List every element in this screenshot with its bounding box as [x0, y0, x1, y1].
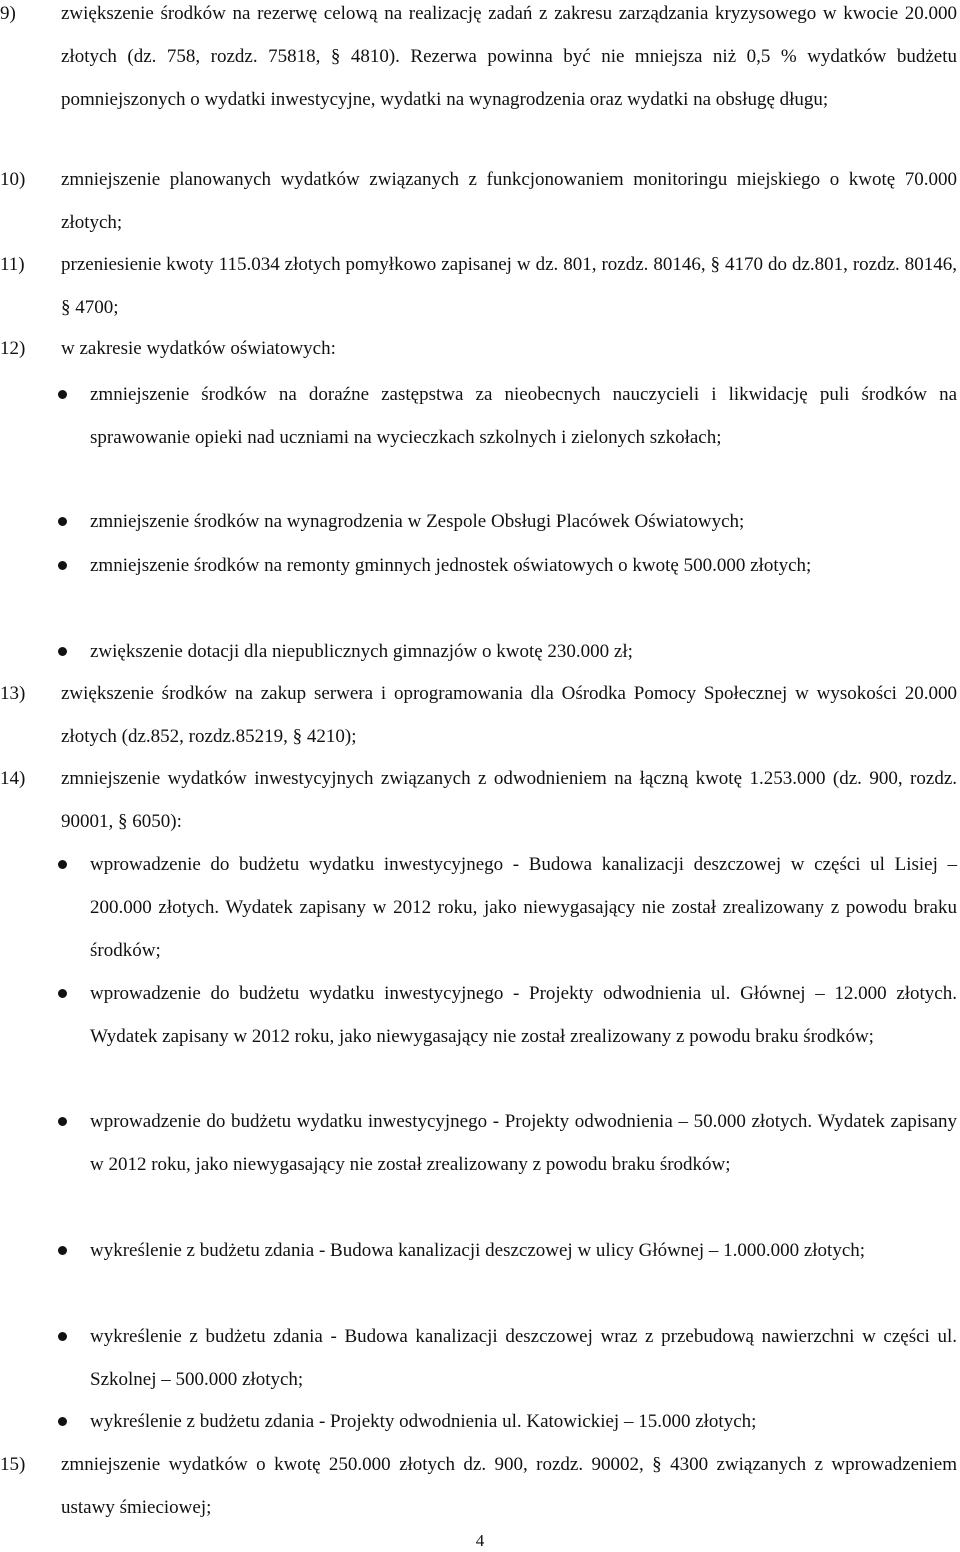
item-text-14: zmniejszenie wydatków inwestycyjnych związanych z odwodnieniem na łączną kwotę 1.253.000 (dz. 900, rozdz. 90001, § 6050):	[61, 768, 957, 832]
bullet-12-3: zmniejszenie środków na remonty gminnych jednostek oświatowych o kwotę 500.000 złotych;	[90, 555, 812, 576]
item-number-11: 11)	[0, 254, 25, 275]
bullet-icon	[58, 630, 78, 673]
item-number-13: 13)	[0, 683, 26, 704]
page-number: 4	[475, 1531, 485, 1550]
item-text-10: zmniejszenie planowanych wydatków związanych z funkcjonowaniem monitoringu miejskiego o kwotę 70.000 złotych;	[61, 169, 957, 233]
bullet-icon	[58, 843, 78, 886]
bullet-14-5: wykreślenie z budżetu zdania - Budowa kanalizacji deszczowej wraz z przebudową nawierzchni w części ul. Szkolnej – 500.000 złotych;	[90, 1326, 957, 1390]
bullet-14-2: wprowadzenie do budżetu wydatku inwestycyjnego - Projekty odwodnienia ul. Głównej – 12.000 złotych. Wydatek zapisany w 2012 roku, jako niewygasający nie został zrealizowany z powodu braku środków;	[90, 983, 957, 1047]
item-text-9: zwiększenie środków na rezerwę celową na realizację zadań z zakresu zarządzania kryzysowego w kwocie 20.000 złotych (dz. 758, rozdz. 75818, § 4810). Rezerwa powinna być nie mniejsza niż 0,5 % wydatków budżetu pomniejszonych o wydatki inwestycyjne, wydatki na wynagrodzenia oraz wydatki na obsługę długu;	[61, 3, 957, 110]
bullet-icon	[58, 972, 78, 1015]
item-number-9: 9)	[0, 3, 16, 24]
item-text-11: przeniesienie kwoty 115.034 złotych pomyłkowo zapisanej w dz. 801, rozdz. 80146, § 4170 do dz.801, rozdz. 80146, § 4700;	[61, 254, 957, 318]
bullet-14-3: wprowadzenie do budżetu wydatku inwestycyjnego - Projekty odwodnienia – 50.000 złotych. Wydatek zapisany w 2012 roku, jako niewygasający nie został zrealizowany z powodu braku środków;	[90, 1111, 957, 1175]
bullet-icon	[58, 1229, 78, 1272]
item-text-15: zmniejszenie wydatków o kwotę 250.000 złotych dz. 900, rozdz. 90002, § 4300 związanych z wprowadzeniem ustawy śmieciowej;	[61, 1454, 957, 1518]
item-text-12: w zakresie wydatków oświatowych:	[61, 338, 336, 359]
bullet-icon	[58, 1315, 78, 1358]
item-number-15: 15)	[0, 1454, 26, 1475]
item-number-10: 10)	[0, 169, 26, 190]
bullet-14-6: wykreślenie z budżetu zdania - Projekty odwodnienia ul. Katowickiej – 15.000 złotych;	[90, 1411, 757, 1432]
bullet-12-4: zwiększenie dotacji dla niepublicznych gimnazjów o kwotę 230.000 zł;	[90, 641, 633, 662]
bullet-12-2: zmniejszenie środków na wynagrodzenia w Zespole Obsługi Placówek Oświatowych;	[90, 511, 745, 532]
bullet-12-1: zmniejszenie środków na doraźne zastępstwa za nieobecnych nauczycieli i likwidację puli środków na sprawowanie opieki nad uczniami na wycieczkach szkolnych i zielonych szkołach;	[90, 384, 957, 448]
item-number-12: 12)	[0, 338, 26, 359]
bullet-icon	[58, 500, 78, 543]
item-text-13: zwiększenie środków na zakup serwera i oprogramowania dla Ośrodka Pomocy Społecznej w wysokości 20.000 złotych (dz.852, rozdz.85219, § 4210);	[61, 683, 957, 747]
bullet-14-4: wykreślenie z budżetu zdania - Budowa kanalizacji deszczowej w ulicy Głównej – 1.000.000 złotych;	[90, 1240, 866, 1261]
bullet-14-1: wprowadzenie do budżetu wydatku inwestycyjnego - Budowa kanalizacji deszczowej w części ul Lisiej – 200.000 złotych. Wydatek zapisany w 2012 roku, jako niewygasający nie został zrealizowany z powodu braku środków;	[90, 854, 957, 961]
bullet-icon	[58, 1100, 78, 1143]
bullet-icon	[58, 1400, 78, 1443]
bullet-icon	[58, 373, 78, 416]
bullet-icon	[58, 544, 78, 587]
item-number-14: 14)	[0, 768, 26, 789]
